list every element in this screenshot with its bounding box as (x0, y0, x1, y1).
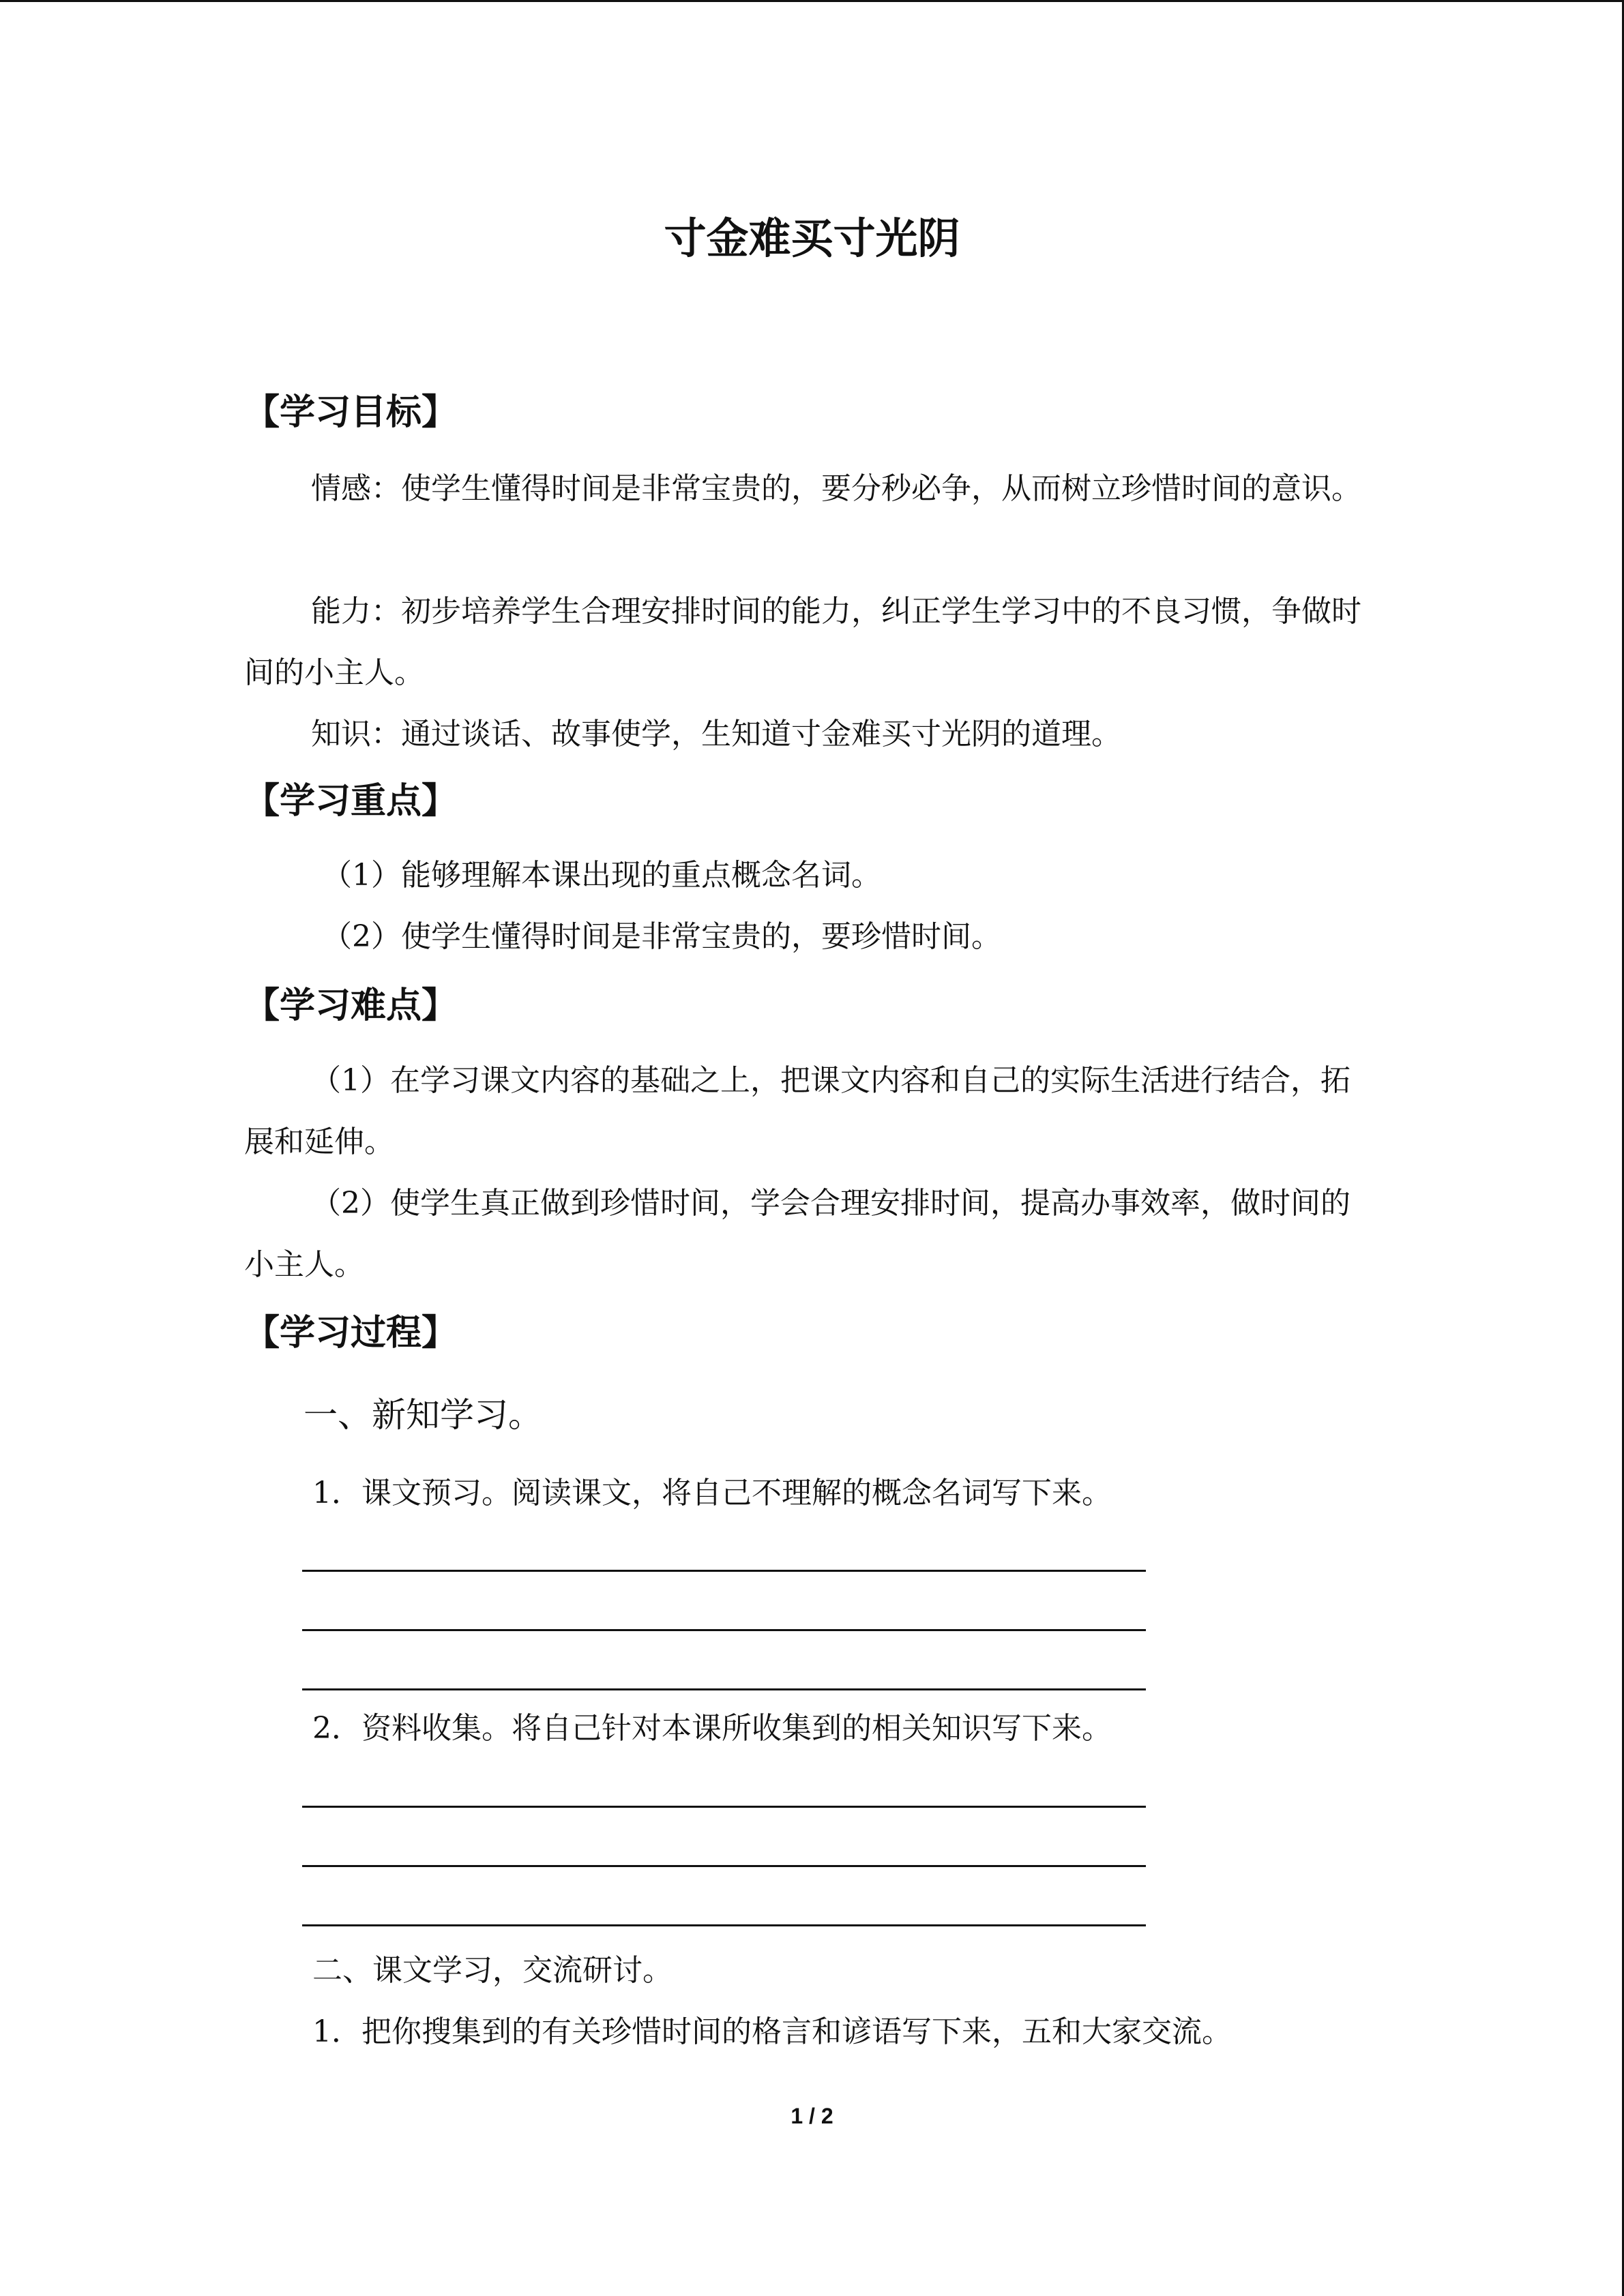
task-collect: 2．资料收集。将自己针对本课所收集到的相关知识写下来。 (312, 1711, 1112, 1746)
objective-ability: 能力：初步培养学生合理安排时间的能力，纠正学生学习中的不良习惯，争做时间的小主人。 (244, 594, 1361, 690)
page-border-top (0, 0, 1624, 2)
section-discussion: 二、课文学习，交流研讨。 (312, 1953, 673, 1988)
answer-line[interactable] (302, 1688, 1146, 1690)
objective-knowledge: 知识：通过谈话、故事使学，生知道寸金难买寸光阴的道理。 (311, 717, 1121, 751)
objectives-heading: 【学习目标】 (244, 392, 458, 433)
answer-line[interactable] (302, 1865, 1146, 1867)
task-preview: 1．课文预习。阅读课文，将自己不理解的概念名词写下来。 (312, 1476, 1112, 1510)
key-point-item: （2）使学生懂得时间是非常宝贵的，要珍惜时间。 (322, 919, 1001, 954)
answer-line[interactable] (302, 1806, 1146, 1808)
answer-line[interactable] (302, 1924, 1146, 1926)
objective-emotion: 情感：使学生懂得时间是非常宝贵的，要分秒必争，从而树立珍惜时间的意识。 (311, 471, 1361, 506)
difficulty-item: （2）使学生真正做到珍惜时间，学会合理安排时间，提高办事效率，做时间的小主人。 (244, 1186, 1350, 1282)
answer-line[interactable] (302, 1570, 1146, 1572)
difficulties-heading: 【学习难点】 (244, 985, 458, 1026)
document-title: 寸金难买寸光阴 (664, 213, 960, 263)
section-new-knowledge: 一、新知学习。 (304, 1395, 542, 1435)
page-number: 1 / 2 (791, 2104, 833, 2128)
answer-line[interactable] (302, 1629, 1146, 1631)
process-heading: 【学习过程】 (244, 1313, 458, 1354)
key-points-heading: 【学习重点】 (244, 781, 458, 822)
key-point-item: （1）能够理解本课出现的重点概念名词。 (322, 858, 881, 893)
task-proverbs: 1．把你搜集到的有关珍惜时间的格言和谚语写下来，五和大家交流。 (312, 2014, 1232, 2049)
difficulty-item: （1）在学习课文内容的基础之上，把课文内容和自己的实际生活进行结合，拓展和延伸。 (244, 1063, 1350, 1159)
